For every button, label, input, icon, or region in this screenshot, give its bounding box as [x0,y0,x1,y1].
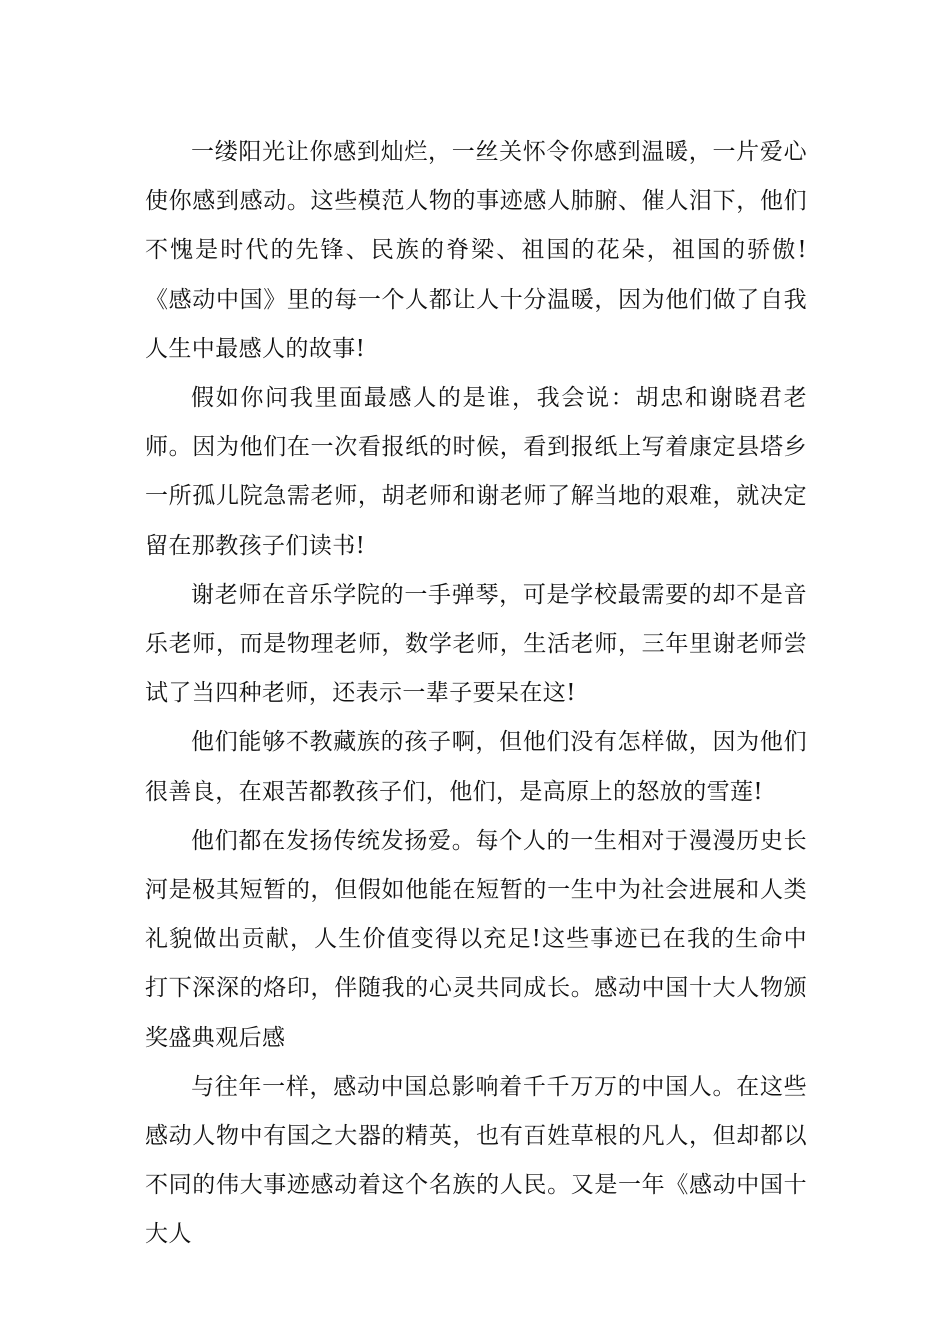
paragraph: 他们能够不教藏族的孩子啊，但他们没有怎样做，因为他们很善良，在艰苦都教孩子们，他们，是高原上的怒放的雪莲! [145,729,807,805]
document-body [145,128,807,1260]
paragraph: 谢老师在音乐学院的一手弹琴，可是学校最需要的却不是音乐老师，而是物理老师，数学老师，生活老师，三年里谢老师尝试了当四种老师，还表示一辈子要呆在这! [145,581,807,707]
paragraph: 与往年一样，感动中国总影响着千千万万的中国人。在这些感动人物中有国之大器的精英，也有百姓草根的凡人，但却都以不同的伟大事迹感动着这个名族的人民。又是一年《感动中国十大人 [145,1073,807,1248]
paragraph: 假如你问我里面最感人的是谁，我会说：胡忠和谢晓君老师。因为他们在一次看报纸的时候，看到报纸上写着康定县塔乡一所孤儿院急需老师，胡老师和谢老师了解当地的艰难，就决定留在那教孩子们读书! [145,385,807,559]
paragraph: 他们都在发扬传统发扬爱。每个人的一生相对于漫漫历史长河是极其短暂的，但假如他能在短暂的一生中为社会进展和人类礼貌做出贡献，人生价值变得以充足!这些事迹已在我的生命中打下深深的烙印，伴随我的心灵共同成长。感动中国十大人物颁奖盛典观后感 [145,827,807,1051]
paragraph: 一缕阳光让你感到灿烂，一丝关怀令你感到温暖，一片爱心使你感到感动。这些模范人物的事迹感人肺腑、催人泪下，他们不愧是时代的先锋、民族的脊梁、祖国的花朵，祖国的骄傲!《感动中国》里的每一个人都让人十分温暖，因为他们做了自我人生中最感人的故事! [145,139,807,362]
